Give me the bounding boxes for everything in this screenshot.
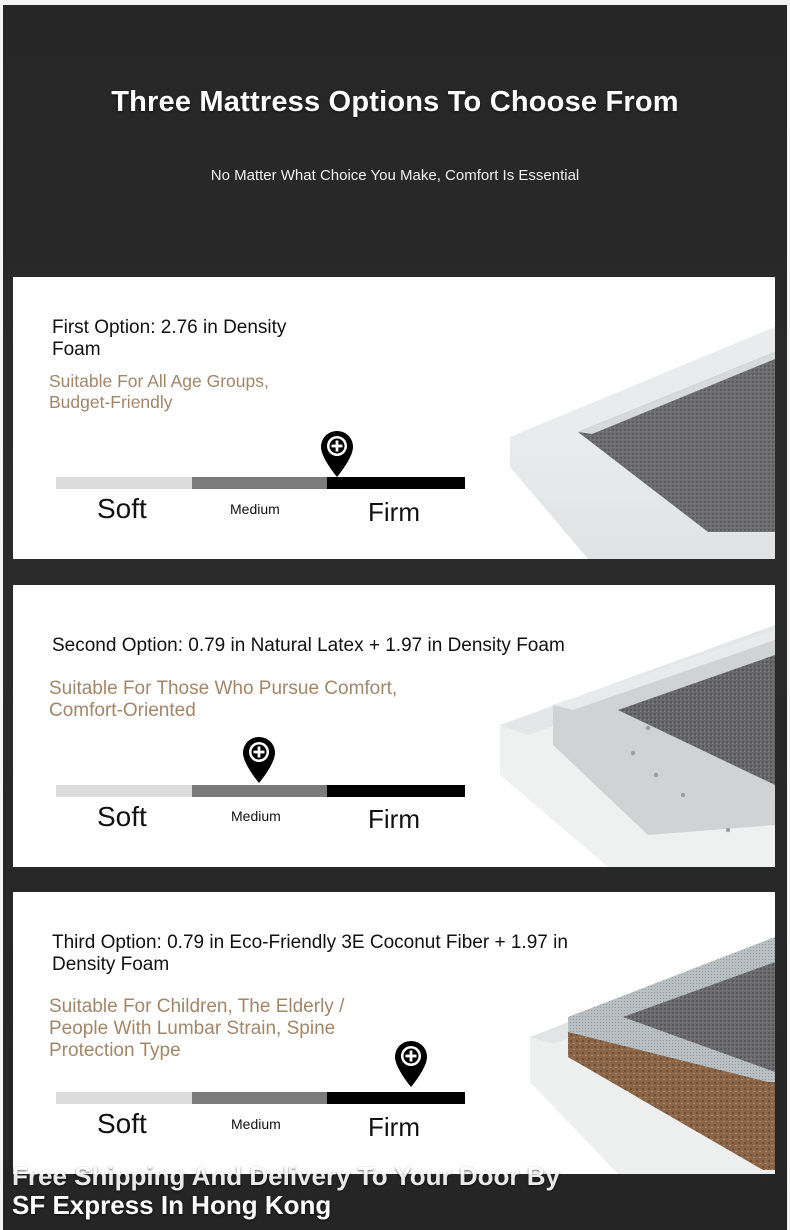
option-card-third: [13, 892, 775, 1174]
soft-segment: [56, 1092, 192, 1104]
soft-label: Soft: [97, 801, 147, 832]
soft-label: Soft: [97, 493, 147, 524]
medium-label: Medium: [230, 501, 280, 517]
option-description-line: Suitable For Children, The Elderly /: [49, 996, 345, 1017]
option-description: [49, 371, 269, 413]
option-title: [52, 317, 286, 361]
firm-label: Firm: [368, 497, 420, 527]
option-description-line: Budget-Friendly: [49, 392, 173, 412]
option-description-line: Suitable For Those Who Pursue Comfort,: [49, 678, 398, 699]
shipping-banner-line1: Free Shipping And Delivery To Your Door By: [12, 1161, 560, 1191]
option-title: [52, 932, 568, 976]
medium-label: Medium: [231, 1116, 281, 1132]
option-description-line: Protection Type: [49, 1040, 181, 1061]
location-pin-plus-icon: [242, 736, 276, 784]
option-description-line: Comfort-Oriented: [49, 700, 196, 721]
firmness-scale: [56, 785, 465, 797]
firm-label: Firm: [368, 1112, 420, 1142]
location-pin-plus-icon: [320, 430, 354, 478]
firmness-scale: [56, 1092, 465, 1104]
medium-label: Medium: [231, 808, 281, 824]
soft-segment: [56, 785, 192, 797]
option-title-line: Density Foam: [52, 954, 170, 975]
option-title-line: First Option: 2.76 in Density: [52, 317, 287, 338]
option-card-second: [13, 585, 775, 867]
option-card-first: [13, 277, 775, 559]
option-description-line: Suitable For All Age Groups,: [49, 371, 269, 391]
soft-label: Soft: [97, 1108, 147, 1139]
medium-segment: [192, 477, 327, 489]
firm-label: Firm: [368, 804, 420, 834]
top-frame-border: [0, 0, 790, 5]
option-title: [52, 635, 565, 657]
page-title: Three Mattress Options To Choose From: [111, 86, 679, 118]
option-description-line: People With Lumbar Strain, Spine: [49, 1018, 336, 1039]
option-description: [49, 678, 397, 722]
medium-segment: [192, 1092, 327, 1104]
mattress-latex-image: [498, 625, 775, 867]
left-frame-border: [0, 0, 3, 1230]
page-subtitle: No Matter What Choice You Make, Comfort Is Essential: [210, 167, 580, 184]
medium-segment: [192, 785, 327, 797]
option-title-line: Foam: [52, 339, 101, 360]
option-title-line: Third Option: 0.79 in Eco-Friendly 3E Coconut Fiber + 1.97 in: [52, 932, 568, 953]
soft-segment: [56, 477, 192, 489]
mattress-foam-image: [508, 297, 775, 559]
firm-segment: [327, 477, 465, 489]
firmness-scale: [56, 477, 465, 489]
firm-segment: [327, 1092, 465, 1104]
option-title-line: Second Option: 0.79 in Natural Latex + 1.97 in Density Foam: [52, 635, 565, 656]
shipping-banner-line2: SF Express In Hong Kong: [12, 1190, 332, 1220]
option-description: [49, 996, 344, 1062]
location-pin-plus-icon: [394, 1040, 428, 1088]
mattress-coconut-fiber-image: [528, 932, 775, 1174]
firm-segment: [327, 785, 465, 797]
